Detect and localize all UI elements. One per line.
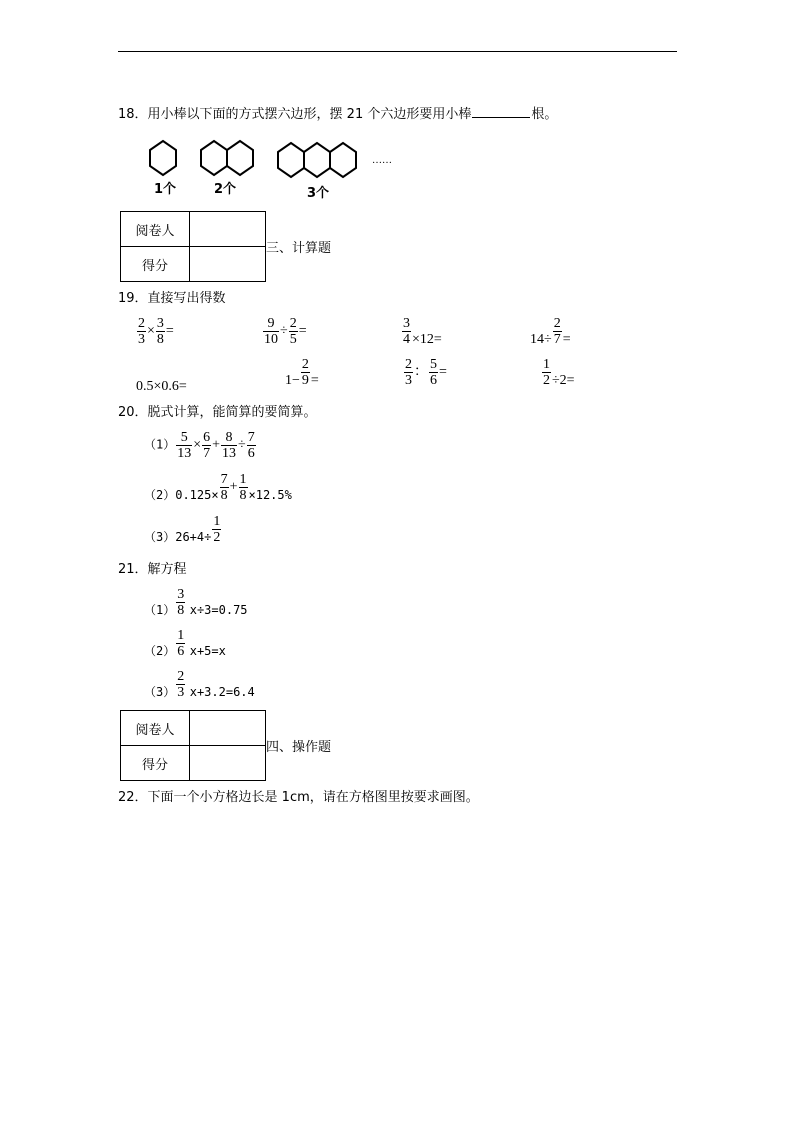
section-title-3: 三、计算题 — [266, 241, 332, 256]
question-19-title: 19．直接写出得数 — [118, 291, 226, 306]
question-18 — [118, 105, 557, 123]
q19-item-8: $\frac{1}{2}$ ÷2= — [543, 357, 575, 388]
figure-label-1: 1个 — [154, 182, 177, 197]
grader-cell[interactable] — [190, 711, 266, 746]
q19-item-4: 14÷ $\frac{2}{7}$ = — [530, 316, 571, 347]
figure-label-3: 3个 — [307, 186, 330, 201]
question-20-title: 20．脱式计算，能简算的要简算。 — [118, 405, 317, 420]
score-table-1 — [120, 211, 266, 282]
q18-text: 18．用小棒以下面的方式摆六边形，摆 21 个六边形要用小棒 — [118, 107, 472, 122]
hexagon-pattern-icon — [146, 138, 406, 200]
question-22: 22．下面一个小方格边长是 1cm，请在方格图里按要求画图。 — [118, 790, 479, 805]
score-table-2 — [120, 710, 266, 781]
grader-cell[interactable] — [190, 212, 266, 247]
grader-label: 阅卷人 — [121, 711, 190, 746]
q19-item-6: 1− $\frac{2}{9}$ = — [285, 357, 319, 388]
q21-part-2: （2） $\frac{1}{6}$ x+5=x — [144, 628, 226, 659]
q19-item-3: $\frac{3}{4}$ ×12= — [403, 316, 442, 347]
q21-part-1: （1） $\frac{3}{8}$ x÷3=0.75 — [144, 587, 248, 618]
score-label: 得分 — [121, 746, 190, 781]
section-title-4: 四、操作题 — [266, 740, 332, 755]
q19-item-1: $\frac{2}{3}$ × $\frac{3}{8}$ = — [138, 316, 174, 347]
q18-text-end: 根。 — [531, 107, 558, 122]
q20-part-1: （1） $\frac{5}{13}$ × $\frac{6}{7}$ + $\frac{8}{13}$ ÷ $\frac{7}{6}$ — [144, 430, 255, 461]
figure-label-2: 2个 — [214, 182, 237, 197]
score-cell[interactable] — [190, 746, 266, 781]
q19-item-7: $\frac{2}{3}$ ： $\frac{5}{6}$ = — [405, 357, 447, 388]
header-rule — [118, 51, 677, 52]
question-21-title: 21．解方程 — [118, 562, 187, 577]
score-cell[interactable] — [190, 247, 266, 282]
q20-part-2: （2）0.125× $\frac{7}{8}$ + $\frac{1}{8}$ ×12.5% — [144, 472, 292, 503]
answer-blank[interactable] — [472, 105, 530, 118]
grader-label: 阅卷人 — [121, 212, 190, 247]
q21-part-3: （3） $\frac{2}{3}$ x+3.2=6.4 — [144, 669, 255, 700]
hexagon-figures — [146, 138, 406, 204]
q19-item-5: 0.5×0.6= — [136, 379, 187, 394]
q19-item-2: $\frac{9}{10}$ ÷ $\frac{2}{5}$ = — [264, 316, 307, 347]
score-label: 得分 — [121, 247, 190, 282]
q20-part-3: （3）26+4÷ $\frac{1}{2}$ — [144, 514, 221, 545]
svg-text:……: …… — [372, 155, 392, 166]
